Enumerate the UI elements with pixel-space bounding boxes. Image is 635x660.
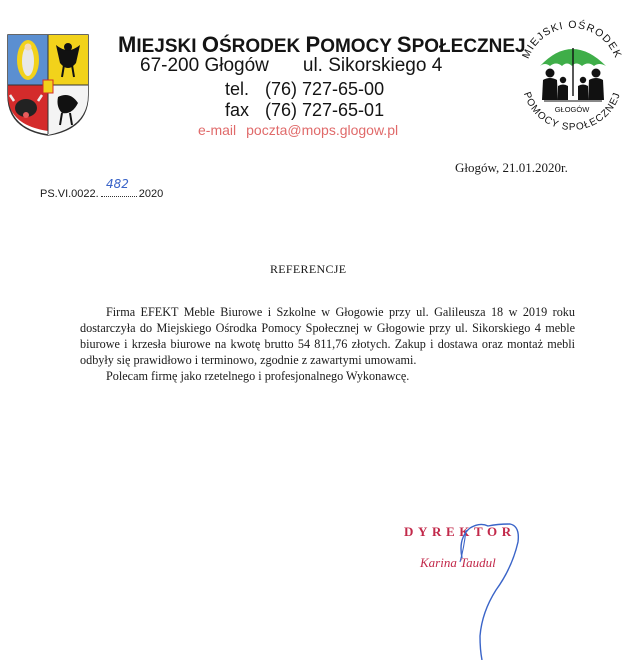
fax-value: (76) 727-65-01 <box>265 100 385 120</box>
body-paragraph: Firma EFEKT Meble Biurowe i Szkolne w Głogowie przy ul. Galileusza 18 w 2019 roku dostarczyła do Miejskiego Ośrodka Pomocy Społecznej w Głogowie przy ul. Sikorskiego 4 meble biurowe i krzesła biurowe na kwotę brutto 54 811,76 złotych. Zakup i dostawa oraz montaż mebli odbyły się prawidłowo i terminowo, zgodnie z zawartymi umowami. <box>80 305 575 367</box>
fax-line <box>225 100 384 121</box>
logo-top-text: MIEJSKI OŚRODEK <box>519 18 625 61</box>
coat-of-arms-logo <box>6 33 90 137</box>
org-name-part: IEJSKI <box>136 36 202 57</box>
reference-number <box>40 177 164 200</box>
handwritten-reference-number: 482 <box>106 177 129 191</box>
signatory-name: Karina Taudul <box>420 555 496 570</box>
org-name-part: POŁECZNEJ <box>411 36 526 57</box>
document-date: Głogów, 21.01.2020r. <box>455 160 568 175</box>
logo-bottom-text: POMOCY SPOŁECZNEJ <box>520 90 624 134</box>
email-link[interactable]: poczta@mops.glogow.pl <box>246 122 399 138</box>
street-address: ul. Sikorskiego 4 <box>302 55 443 76</box>
email-line <box>198 122 398 138</box>
org-name-part: O <box>201 32 219 57</box>
email-label: e-mail <box>198 122 237 138</box>
phone-value: (76) 727-65-00 <box>265 79 385 99</box>
org-name-part: P <box>305 32 321 57</box>
address-line <box>140 55 442 77</box>
logo-center-text: GŁOGÓW <box>554 105 590 114</box>
fax-label: fax <box>225 100 250 120</box>
reference-prefix: PS.VI.0022. <box>40 188 99 200</box>
org-name-part: ŚRODEK <box>218 36 306 57</box>
body-paragraph: Polecam firmę jako rzetelnego i profesjonalnego Wykonawcę. <box>106 369 410 383</box>
postal-city: 67-200 Głogów <box>140 55 269 76</box>
org-name-part: M <box>118 32 137 57</box>
document-body <box>80 304 575 384</box>
reference-dots <box>101 196 137 197</box>
phone-label: tel. <box>225 79 250 99</box>
document-heading: REFERENCJE <box>270 262 347 276</box>
mops-umbrella-logo <box>516 18 628 134</box>
org-name-part: OMOCY <box>320 36 397 57</box>
handwritten-signature <box>400 518 530 660</box>
reference-year: 2020 <box>138 188 164 200</box>
org-name-part: S <box>396 32 412 57</box>
phone-line <box>225 79 384 100</box>
signature-title: DYREKTOR <box>404 524 516 539</box>
